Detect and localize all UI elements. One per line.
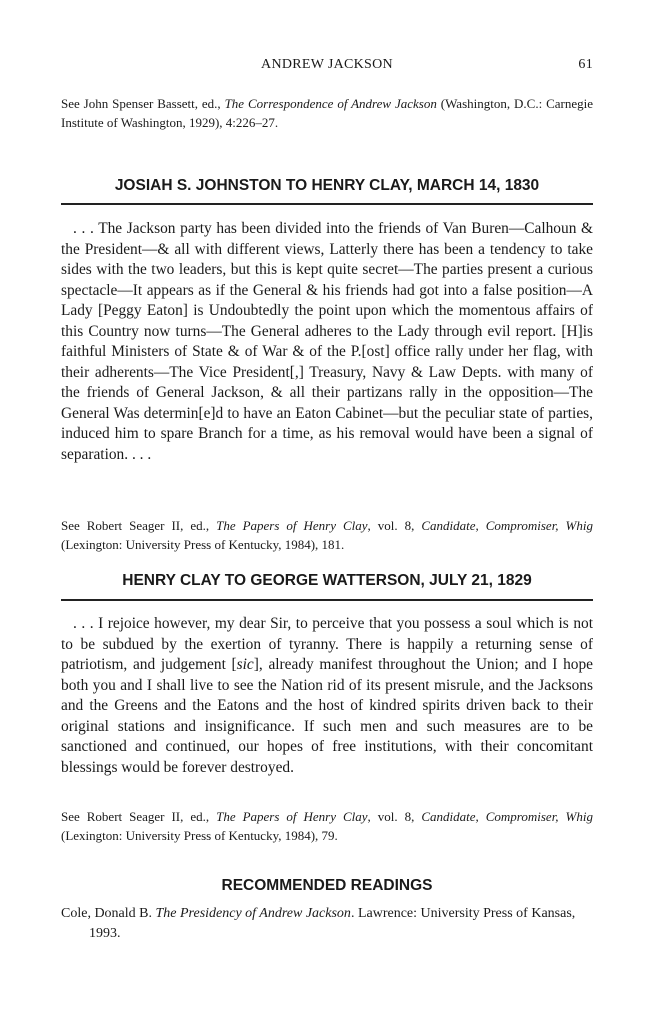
citation-note: See Robert Seager II, ed., The Papers of Henry Clay, vol. 8, Candidate, Compromiser, Whig (Lexington: University Press of Kentucky, 1984), 181.	[61, 518, 593, 552]
readings-list	[61, 904, 593, 944]
letter-excerpt: . . . I rejoice however, my dear Sir, to perceive that you possess a soul which is not to be subdued by the exertion of tyranny. There is happily a returning sense of patriotism, and judgement [sic], already manifest throughout the Union; and I hope both you and I shall live to see the Nation rid of its present misrule, and the Jacksons and the Greens and the Eatons and the host of kindred spirits driven back to their original stations and insignificance. If such men and such measures are to be sanctioned and continued, our hopes of free institutions, with their concomitant blessings would be forever destroyed.	[61, 615, 593, 776]
section-clay-citation	[61, 807, 593, 845]
running-title: ANDREW JACKSON	[261, 57, 393, 72]
heading-rule	[61, 599, 593, 601]
section-clay-body	[61, 614, 593, 778]
section-johnston-body	[61, 219, 593, 465]
section-johnston-citation	[61, 516, 593, 554]
heading-rule	[61, 203, 593, 205]
page-number: 61	[578, 57, 593, 72]
citation-title: The Correspondence of Andrew Jackson	[224, 96, 437, 111]
recommended-readings	[61, 877, 593, 895]
section-heading: HENRY CLAY TO GEORGE WATTERSON, JULY 21, 1829	[122, 572, 532, 589]
section-heading: JOSIAH S. JOHNSTON TO HENRY CLAY, MARCH 14, 1830	[114, 177, 540, 194]
section-clay	[61, 572, 593, 590]
reading-entry: Cole, Donald B. The Presidency of Andrew Jackson. Lawrence: University Press of Kansas, 1993.	[61, 906, 576, 941]
intro-citation	[61, 94, 593, 132]
citation-note: See Robert Seager II, ed., The Papers of Henry Clay, vol. 8, Candidate, Compromiser, Whig (Lexington: University Press of Kentucky, 1984), 79.	[61, 809, 593, 843]
section-johnston	[61, 177, 593, 195]
running-head	[61, 57, 593, 77]
letter-excerpt: . . . The Jackson party has been divided into the friends of Van Buren—Calhoun & the President—& all with different views, Latterly there has been a tendency to take sides with the two leaders, but this is kept quite secret—The parties present a curious spectacle—It appears as if the General & his friends had got into a false position—A Lady [Peggy Eaton] is Undoubtedly the point upon which the momentous affairs of this Country now turns—The General adheres to the Lady through evil report. [H]is faithful Ministers of State & of War & of the P.[ost] office rally under her flag, with their adherents—The Vice President[,] Treasury, Navy & Law Depts. with many of the friends of General Jackson, & all their partizans rally in the opposition—The General Was determin[e]d to have an Eaton Cabinet—but the peculiar state of parties, induced him to spare Branch for a time, as his removal would have been a signal of separation. . . .	[61, 220, 593, 463]
readings-heading: RECOMMENDED READINGS	[221, 877, 433, 894]
citation-note: See John Spenser Bassett, ed., The Correspondence of Andrew Jackson (Washington, D.C.: Carnegie Institute of Washington, 1929), 4:226–27.	[61, 96, 594, 130]
